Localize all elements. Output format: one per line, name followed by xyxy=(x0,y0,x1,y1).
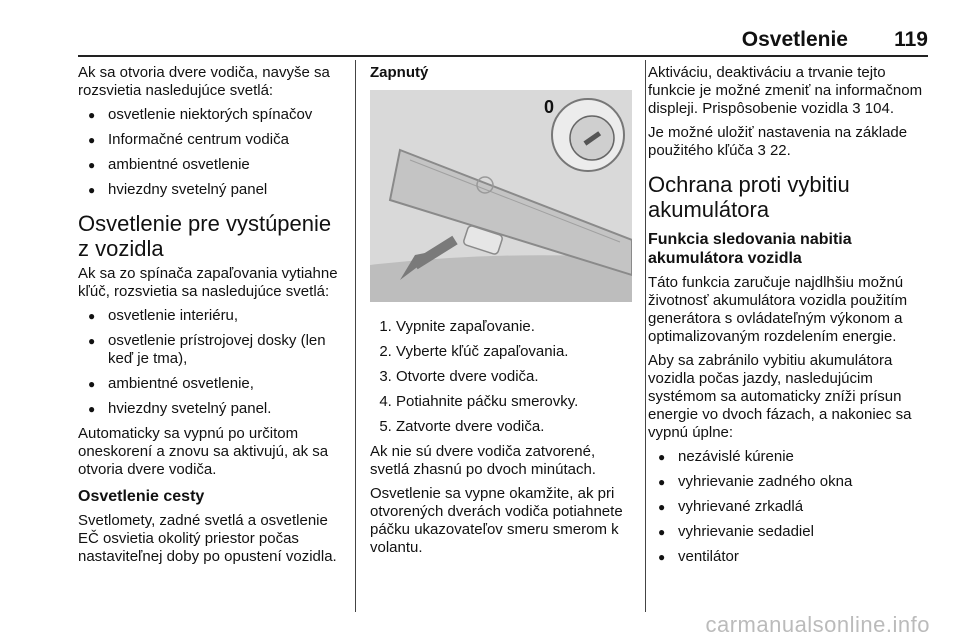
exit-lights-list xyxy=(78,307,346,418)
ignition-position-label: 0 xyxy=(544,97,555,117)
on-label: Zapnutý xyxy=(370,64,429,81)
door-open-paragraph: Ak nie sú dvere vodiča zatvorené, svetlá zhasnú po dvoch minútach. xyxy=(370,443,596,478)
list-item: ● osvetlenie niektorých spínačov xyxy=(78,106,346,124)
auto-off-paragraph: Automaticky sa vypnú po určitom oneskorení a znovu sa aktivujú, ak sa otvoria dvere vodiča. xyxy=(78,425,329,478)
list-item: ● vyhrievanie sedadiel xyxy=(648,523,928,541)
section-heading-exit-lighting: Osvetlenie pre vystúpenie z vozidla xyxy=(78,211,332,261)
intro-paragraph: Ak sa otvoria dvere vodiča, navyše sa rozsvietia nasledujúce svetlá: xyxy=(78,64,330,99)
list-item: 2. Vyberte kľúč zapaľovania. xyxy=(396,343,638,361)
list-item: ● hviezdny svetelný panel. xyxy=(78,400,346,418)
list-item: ● ambientné osvetlenie, xyxy=(78,375,346,393)
list-item: 3. Otvorte dvere vodiča. xyxy=(396,368,638,386)
list-item: ● nezávislé kúrenie xyxy=(648,448,928,466)
battery-function-paragraph: Táto funkcia zaručuje najdlhšiu možnú životnosť akumulátora vozidla použitím generátora s ovládateľným výkonom a optimalizovaným rozdelením energie. xyxy=(648,274,908,345)
header-title: Osvetlenie xyxy=(741,28,848,51)
list-item: ● ventilátor xyxy=(648,548,928,566)
list-item: ● osvetlenie interiéru, xyxy=(78,307,346,325)
list-item: 5. Zatvorte dvere vodiča. xyxy=(396,418,638,436)
column-1 xyxy=(78,64,346,572)
subheading-battery-monitoring: Funkcia sledovania nabitia akumulátora vozidla xyxy=(648,231,852,267)
column-divider-2 xyxy=(645,60,646,612)
section-heading-battery-protection: Ochrana proti vybitiu akumulátora xyxy=(648,172,850,222)
key-settings-paragraph: Je možné uložiť nastavenia na základe použitého kľúča 3 22. xyxy=(648,124,908,159)
exit-lighting-paragraph: Ak sa zo spínača zapaľovania vytiahne kľúč, rozsvietia sa nasledujúce svetlá: xyxy=(78,265,338,300)
list-item: ● vyhrievanie zadného okna xyxy=(648,473,928,491)
column-3 xyxy=(648,64,928,573)
watermark: carmanualsonline.info xyxy=(705,612,930,637)
immediate-off-paragraph: Osvetlenie sa vypne okamžite, ak pri otvorených dverách vodiča potiahnete páčku ukazovateľov smeru smerom k volantu. xyxy=(370,485,623,556)
page-number: 119 xyxy=(894,28,928,51)
reduced-systems-list xyxy=(648,448,928,566)
list-item: ● osvetlenie prístrojovej dosky (len keď je tma), xyxy=(78,332,346,368)
list-item: ● ambientné osvetlenie xyxy=(78,156,346,174)
list-item: ● Informačné centrum vodiča xyxy=(78,131,346,149)
lever-illustration xyxy=(370,90,632,302)
list-item: 1. Vypnite zapaľovanie. xyxy=(396,318,638,336)
subheading-path-lighting: Osvetlenie cesty xyxy=(78,488,205,505)
list-item: ● hviezdny svetelný panel xyxy=(78,181,346,199)
turn-signal-lever-figure xyxy=(370,90,632,302)
list-item: ● vyhrievané zrkadlá xyxy=(648,498,928,516)
path-lighting-paragraph: Svetlomety, zadné svetlá a osvetlenie EČ osvietia okolitý priestor počas nastaviteľnej doby po opustení vozidla. xyxy=(78,512,337,565)
battery-drain-paragraph: Aby sa zabránilo vybitiu akumulátora vozidla počas jazdy, nasledujúcim systémom sa automaticky zníži prísun energie vo dvoch fázach, a nakoniec sa vypnú úplne: xyxy=(648,352,912,441)
column-2 xyxy=(370,64,638,563)
steps-list xyxy=(370,318,638,436)
settings-paragraph: Aktiváciu, deaktiváciu a trvanie tejto funkcie je možné zmeniť na informačnom displeji. Prispôsobenie vozidla 3 104. xyxy=(648,64,923,117)
column-divider-1 xyxy=(355,60,356,612)
header-rule xyxy=(78,55,928,57)
list-item: 4. Potiahnite páčku smerovky. xyxy=(396,393,638,411)
door-lights-list xyxy=(78,106,346,199)
